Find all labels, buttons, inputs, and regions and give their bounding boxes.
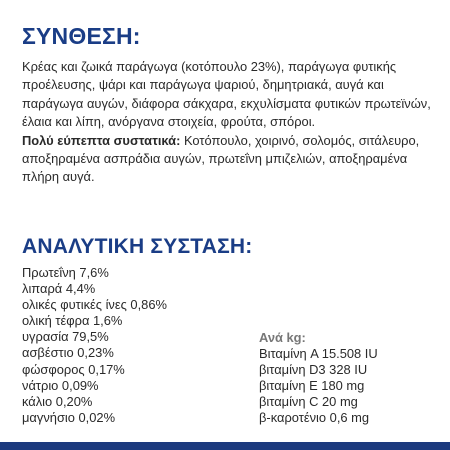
palatable-ingredients-text: Κοτόπουλο, χοιρινό, σολομός, σιτάλευρο, αποξηραμένα ασπράδια αυγών, πρωτεΐνη μπιζελιών, αποξηραμένα πλήρη αυγά.: [22, 132, 420, 185]
additives-title: Ανά kg:: [259, 330, 306, 345]
composition-text: [22, 58, 432, 187]
analysis-item-moisture: υγρασία 79,5%: [22, 329, 109, 345]
analysis-item-phosphorus: φώσφορος 0,17%: [22, 361, 125, 377]
analysis-item-ash: ολική τέφρα 1,6%: [22, 313, 123, 329]
analysis-item-fat: λιπαρά 4,4%: [22, 281, 96, 297]
additive-vitamin-e: βιταμίνη E 180 mg: [259, 378, 365, 394]
additive-vitamin-c: βιταμίνη C 20 mg: [259, 394, 358, 410]
analysis-item-protein: Πρωτεΐνη 7,6%: [22, 265, 109, 280]
analysis-item-calcium: ασβέστιο 0,23%: [22, 345, 114, 361]
analysis-list: [22, 265, 167, 426]
additive-vitamin-a: Βιταμίνη A 15.508 IU: [259, 346, 378, 362]
composition-ingredients: Κρέας και ζωικά παράγωγα (κοτόπουλο 23%), παράγωγα φυτικής προέλευσης, ψάρι και παράγωγα ψαριού, δημητριακά, αυγά και παράγωγα αυγών, διάφορα σάκχαρα, εκχυλίσματα φυτικών πρωτεϊνών, έλαια και λίπη, ανόργανα στοιχεία, φρούτα, σπόροι.: [22, 59, 431, 130]
additives-list: [259, 346, 378, 426]
palatable-ingredients-label: Πολύ εύπεπτα συστατικά:: [22, 132, 181, 148]
composition-heading: ΣΥΝΘΕΣΗ:: [22, 23, 141, 49]
additive-beta-carotene: β-καροτένιο 0,6 mg: [259, 410, 370, 426]
additives-block: [259, 330, 378, 427]
analysis-item-sodium: νάτριο 0,09%: [22, 377, 99, 393]
bottom-accent-bar: [0, 442, 450, 450]
analysis-item-potassium: κάλιο 0,20%: [22, 393, 93, 409]
analysis-item-magnesium: μαγνήσιο 0,02%: [22, 409, 116, 425]
analysis-heading: ΑΝΑΛΥΤΙΚΗ ΣΥΣΤΑΣΗ:: [22, 235, 253, 258]
analysis-item-fibre: ολικές φυτικές ίνες 0,86%: [22, 297, 167, 313]
additive-vitamin-d3: βιταμίνη D3 328 IU: [259, 362, 368, 378]
